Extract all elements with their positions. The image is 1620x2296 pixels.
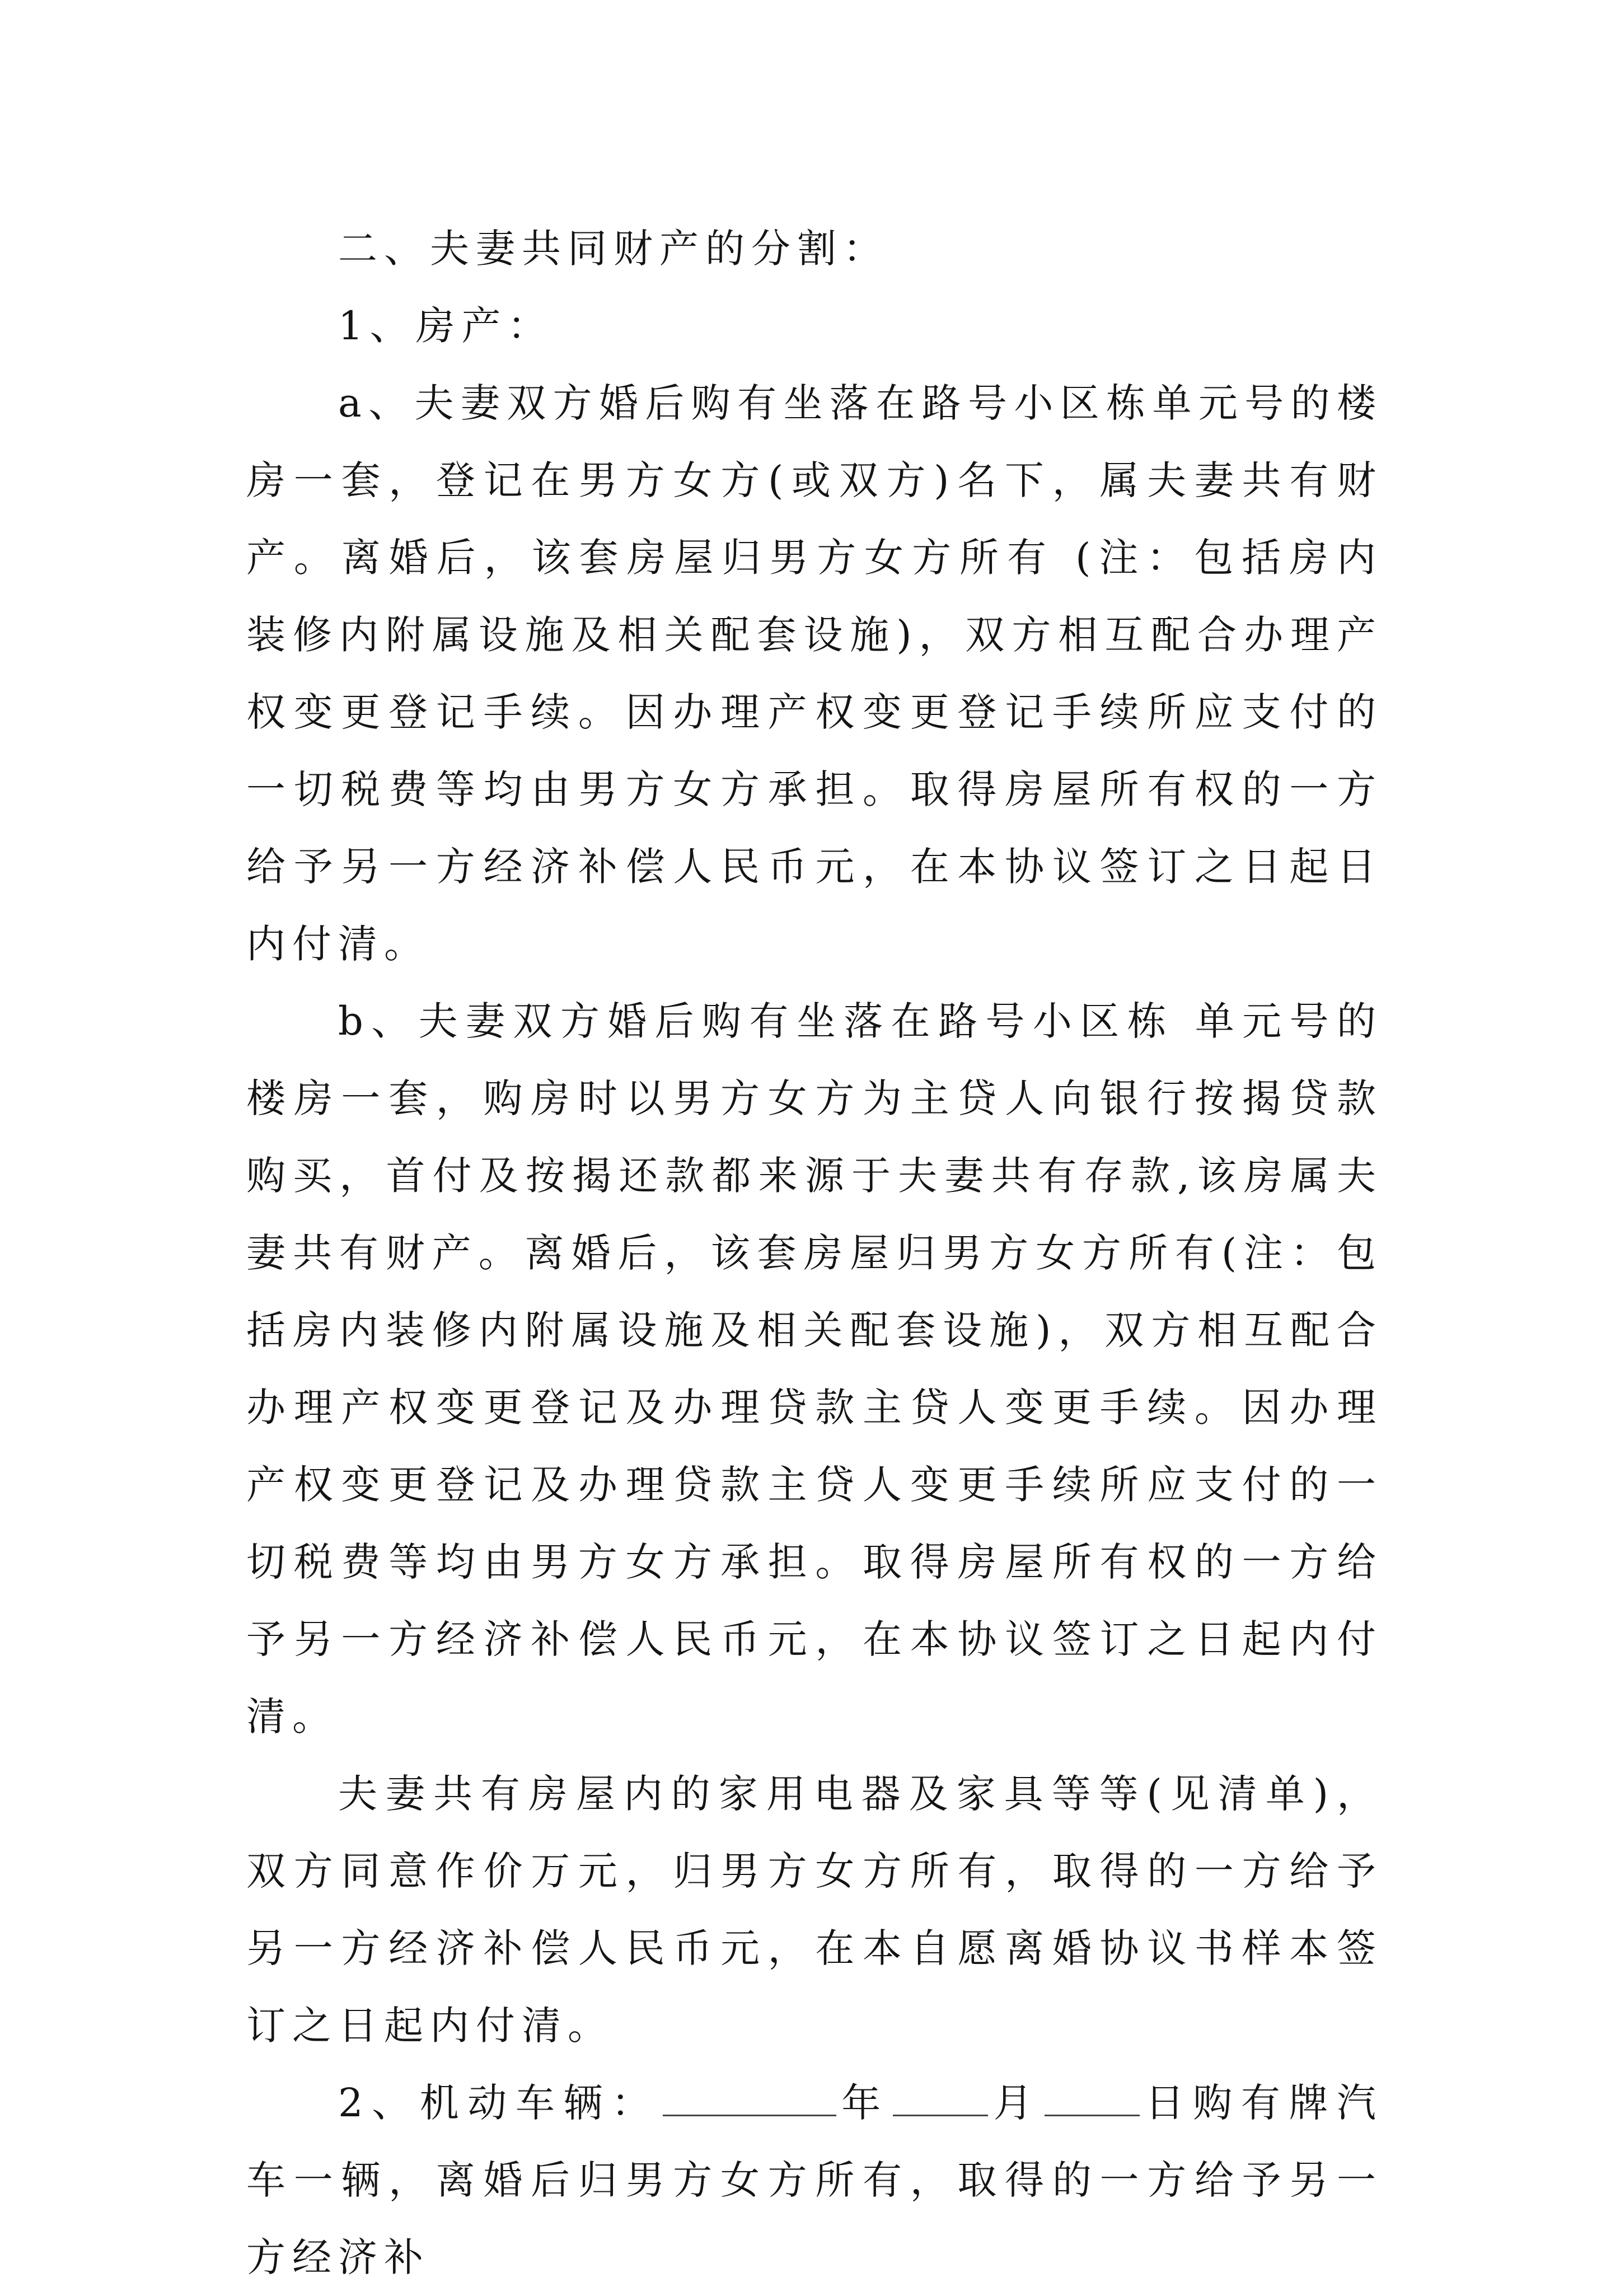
month-label: 月 <box>991 2080 1042 2126</box>
paragraph-vehicle <box>246 2064 1383 2296</box>
paragraph-furniture: 夫妻共有房屋内的家用电器及家具等等(见清单)，双方同意作价万元，归男方女方所有，取得的一方给予另一方经济补偿人民币元，在本自愿离婚协议书样本签订之日起内付清。 <box>246 1771 1383 2049</box>
month-blank <box>893 2075 988 2116</box>
paragraph-house-a: a、夫妻双方婚后购有坐落在路号小区栋单元号的楼房一套，登记在男方女方(或双方)名下，属夫妻共有财产。离婚后，该套房屋归男方女方所有 (注：包括房内装修内附属设施及相关配套设施)，双方相互配合办理产权变更登记手续。因办理产权变更登记手续所应支付的一切税费等均由男方女方承担。取得房屋所有权的一方给予另一方经济补偿人民币元，在本协议签订之日起日内付清。 <box>246 380 1383 967</box>
section-heading: 二、夫妻共同财产的分割： <box>338 226 889 272</box>
paragraph-house-b: b、夫妻双方婚后购有坐落在路号小区栋 单元号的楼房一套，购房时以男方女方为主贷人向银行按揭贷款购买，首付及按揭还款都来源于夫妻共有存款,该房属夫妻共有财产。离婚后，该套房屋归男方女方所有(注：包括房内装修内附属设施及相关配套设施)，双方相互配合办理产权变更登记及办理贷款主贷人变更手续。因办理产权变更登记及办理贷款主贷人变更手续所应支付的一切税费等均由男方女方承担。取得房屋所有权的一方给予另一方经济补偿人民币元，在本协议签订之日起内付清。 <box>246 998 1383 1739</box>
document-body <box>246 210 1383 2296</box>
vehicle-prefix: 2、机动车辆： <box>338 2080 659 2126</box>
day-blank <box>1045 2075 1140 2116</box>
year-blank <box>663 2075 836 2116</box>
year-label: 年 <box>839 2080 889 2126</box>
vehicle-suffix: 日购有牌汽车一辆，离婚后归男方女方所有，取得的一方给予另一方经济补 <box>246 2080 1383 2280</box>
item-1-heading: 1、房产： <box>338 303 554 349</box>
